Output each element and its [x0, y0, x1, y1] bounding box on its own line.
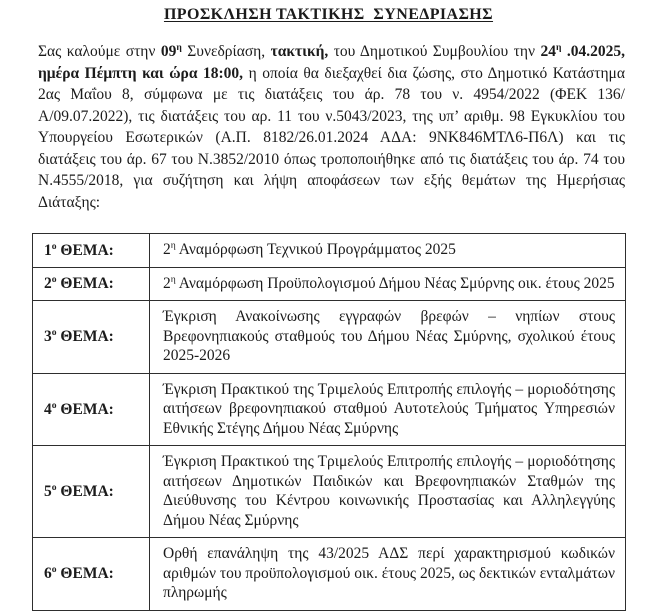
- agenda-row: [33, 538, 626, 611]
- intro-paragraph: Σας καλούμε στην $09^\eta$ Συνεδρίαση, τακτική, του Δημοτικού Συμβουλίου την $24^\eta$ .04.2025, ημέρα Πέμπτη και ώρα 18:00, η οποία θα διεξαχθεί δια ζώσης, στο Δημοτικό Κατάστημα 2ας Μαΐου 8, σύμφωνα με τις διατάξεις του άρ. 78 του ν. 4954/2022 (ΦΕΚ 136/Α/09.07.2022), τις διατάξεις του αρ. 11 του ν.5043/2023, της υπ’ αριθμ. 98 Εγκυκλίου του Υπουργείου Εσωτερικών (Α.Π. 8182/26.01.2024 ΑΔΑ: 9ΝΚ846ΜΤΛ6-Π6Λ) και τις διατάξεις του άρ. 67 του Ν.3852/2010 όπως τροποποιήθηκε από τις διατάξεις του άρ. 74 του Ν.4555/2018, για συζήτηση και λήψη αποφάσεων των εξής θεμάτων της Ημερήσιας Διάταξης:: [38, 41, 625, 211]
- theme-topic: Έγκριση Ανακοίνωσης εγγραφών βρεφών – νηπίων στους Βρεφονηπιακούς σταθμούς του Δήμου Νέας Σμύρνης, σχολικού έτους 2025-2026: [150, 301, 626, 374]
- agenda-row: [33, 301, 626, 374]
- agenda-row: [33, 373, 626, 446]
- theme-label: $4^o$ ΘΕΜΑ:: [33, 373, 150, 446]
- page-title: ΠΡΟΣΚΛΗΣΗ ΤΑΚΤΙΚΗΣ ΣΥΝΕΔΡΙΑΣΗΣ: [163, 6, 494, 23]
- theme-topic: $2^\eta$ Αναμόρφωση Προϋπολογισμού Δήμου Νέας Σμύρνης οικ. έτους 2025: [150, 267, 626, 301]
- agenda-table-body: [33, 234, 626, 611]
- agenda-row: [33, 446, 626, 538]
- theme-topic: Έγκριση Πρακτικού της Τριμελούς Επιτροπής επιλογής – μοριοδότησης αιτήσεων βρεφονηπιακού σταθμού Αυτοτελούς Τμήματος Υπηρεσιών Εθνικής Στέγης Δήμου Νέας Σμύρνης: [150, 373, 626, 446]
- theme-label: $2^o$ ΘΕΜΑ:: [33, 267, 150, 301]
- theme-topic: Ορθή επανάληψη της 43/2025 ΑΔΣ περί χαρακτηρισμού κωδικών αριθμών του προϋπολογισμού οικ. έτους 2025, ως δεκτικών ενταλμάτων πληρωμής: [150, 538, 626, 611]
- theme-label: $5^o$ ΘΕΜΑ:: [33, 446, 150, 538]
- theme-label: $1^o$ ΘΕΜΑ:: [33, 234, 150, 268]
- agenda-row: [33, 267, 626, 301]
- theme-label: $3^o$ ΘΕΜΑ:: [33, 301, 150, 374]
- theme-topic: $2^\eta$ Αναμόρφωση Τεχνικού Προγράμματος 2025: [150, 234, 626, 268]
- theme-label: $6^o$ ΘΕΜΑ:: [33, 538, 150, 611]
- theme-topic: Έγκριση Πρακτικού της Τριμελούς Επιτροπής επιλογής – μοριοδότησης αιτήσεων Δημοτικών Παιδικών και Βρεφονηπιακών Σταθμών της Διεύθυνσης του Κέντρου κοινωνικής Προστασίας και Αλληλεγγύης Δήμου Νέας Σμύρνης: [150, 446, 626, 538]
- agenda-row: [33, 234, 626, 268]
- agenda-table: [32, 233, 626, 611]
